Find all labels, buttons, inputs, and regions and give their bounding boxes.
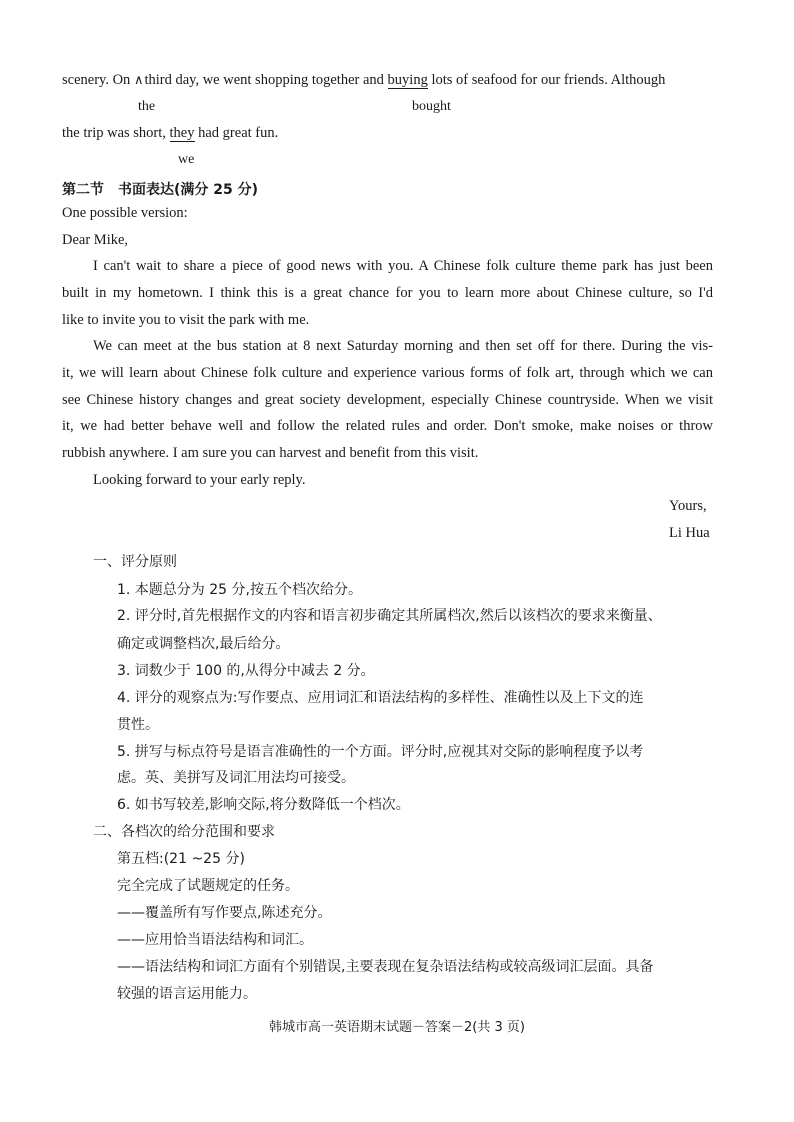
rule-item: 贯性。 (117, 717, 159, 733)
rule-item: 4. 评分的观察点为:写作要点、应用词汇和语法结构的多样性、准确性以及上下文的连 (117, 690, 644, 706)
correction-the: the (138, 99, 156, 114)
rule-item: 2. 评分时,首先根据作文的内容和语言初步确定其所属档次,然后以该档次的要求来衡量、 (117, 608, 662, 624)
letter-line: built in my hometown. I think this is a great chance for you to learn more about Chinese culture, so I'd (62, 285, 713, 301)
letter-salutation: Dear Mike, (62, 232, 129, 248)
rule-item: 虑。英、美拼写及词汇用法均可接受。 (117, 770, 355, 786)
correction-we: we (178, 152, 195, 167)
grading-heading-principles: 一、评分原则 (93, 554, 177, 570)
tier-item: ——应用恰当语法结构和词汇。 (117, 932, 313, 948)
rule-item: 5. 拼写与标点符号是语言准确性的一个方面。评分时,应视其对交际的影响程度予以考 (117, 744, 644, 760)
letter-closing-line: Looking forward to your early reply. (93, 472, 306, 488)
page-footer: 韩城市高一英语期末试题－答案－2(共 3 页) (269, 1020, 525, 1035)
underlined-error-word: they (169, 125, 195, 141)
letter-line: rubbish anywhere. I am sure you can harvest and benefit from this visit. (62, 445, 479, 461)
correction-line-1: scenery. On ∧third day, we went shopping together and buying lots of seafood for our friends. Although (62, 72, 666, 88)
version-label: One possible version: (62, 205, 188, 221)
tier-item: ——语法结构和词汇方面有个别错误,主要表现在复杂语法结构或较高级词汇层面。具备 (117, 959, 654, 975)
grading-heading-tiers: 二、各档次的给分范围和要求 (93, 824, 275, 840)
letter-line: like to invite you to visit the park with me. (62, 312, 310, 328)
rule-item: 1. 本题总分为 25 分,按五个档次给分。 (117, 582, 362, 598)
underlined-error-word: buying (387, 72, 428, 88)
correction-line-2: the trip was short, they had great fun. (62, 125, 279, 141)
tier-item: 较强的语言运用能力。 (117, 986, 257, 1002)
section-heading: 第二节 书面表达(满分 25 分) (62, 182, 259, 198)
rule-item: 确定或调整档次,最后给分。 (117, 636, 290, 652)
letter-signature: Li Hua (669, 525, 710, 541)
letter-line: it, we will learn about Chinese folk culture and experience various forms of folk art, through which we can (62, 365, 713, 381)
letter-line: it, we had better behave well and follow the related rules and order. Don't smoke, make noises or throw (62, 418, 713, 434)
letter-line: see Chinese history changes and great society development, especially Chinese countryside. When we visit (62, 392, 713, 408)
insertion-caret: ∧ (133, 73, 144, 88)
rule-item: 3. 词数少于 100 的,从得分中减去 2 分。 (117, 663, 375, 679)
tier-label: 第五档:(21 ~25 分) (117, 851, 245, 867)
rule-item: 6. 如书写较差,影响交际,将分数降低一个档次。 (117, 797, 410, 813)
tier-item: ——覆盖所有写作要点,陈述充分。 (117, 905, 332, 921)
letter-line: We can meet at the bus station at 8 next Saturday morning and then set off for there. During the vis- (93, 338, 713, 354)
letter-line: I can't wait to share a piece of good news with you. A Chinese folk culture theme park has just been (93, 258, 713, 274)
tier-item: 完全完成了试题规定的任务。 (117, 878, 299, 894)
letter-signoff: Yours, (669, 498, 707, 514)
correction-bought: bought (412, 99, 451, 114)
